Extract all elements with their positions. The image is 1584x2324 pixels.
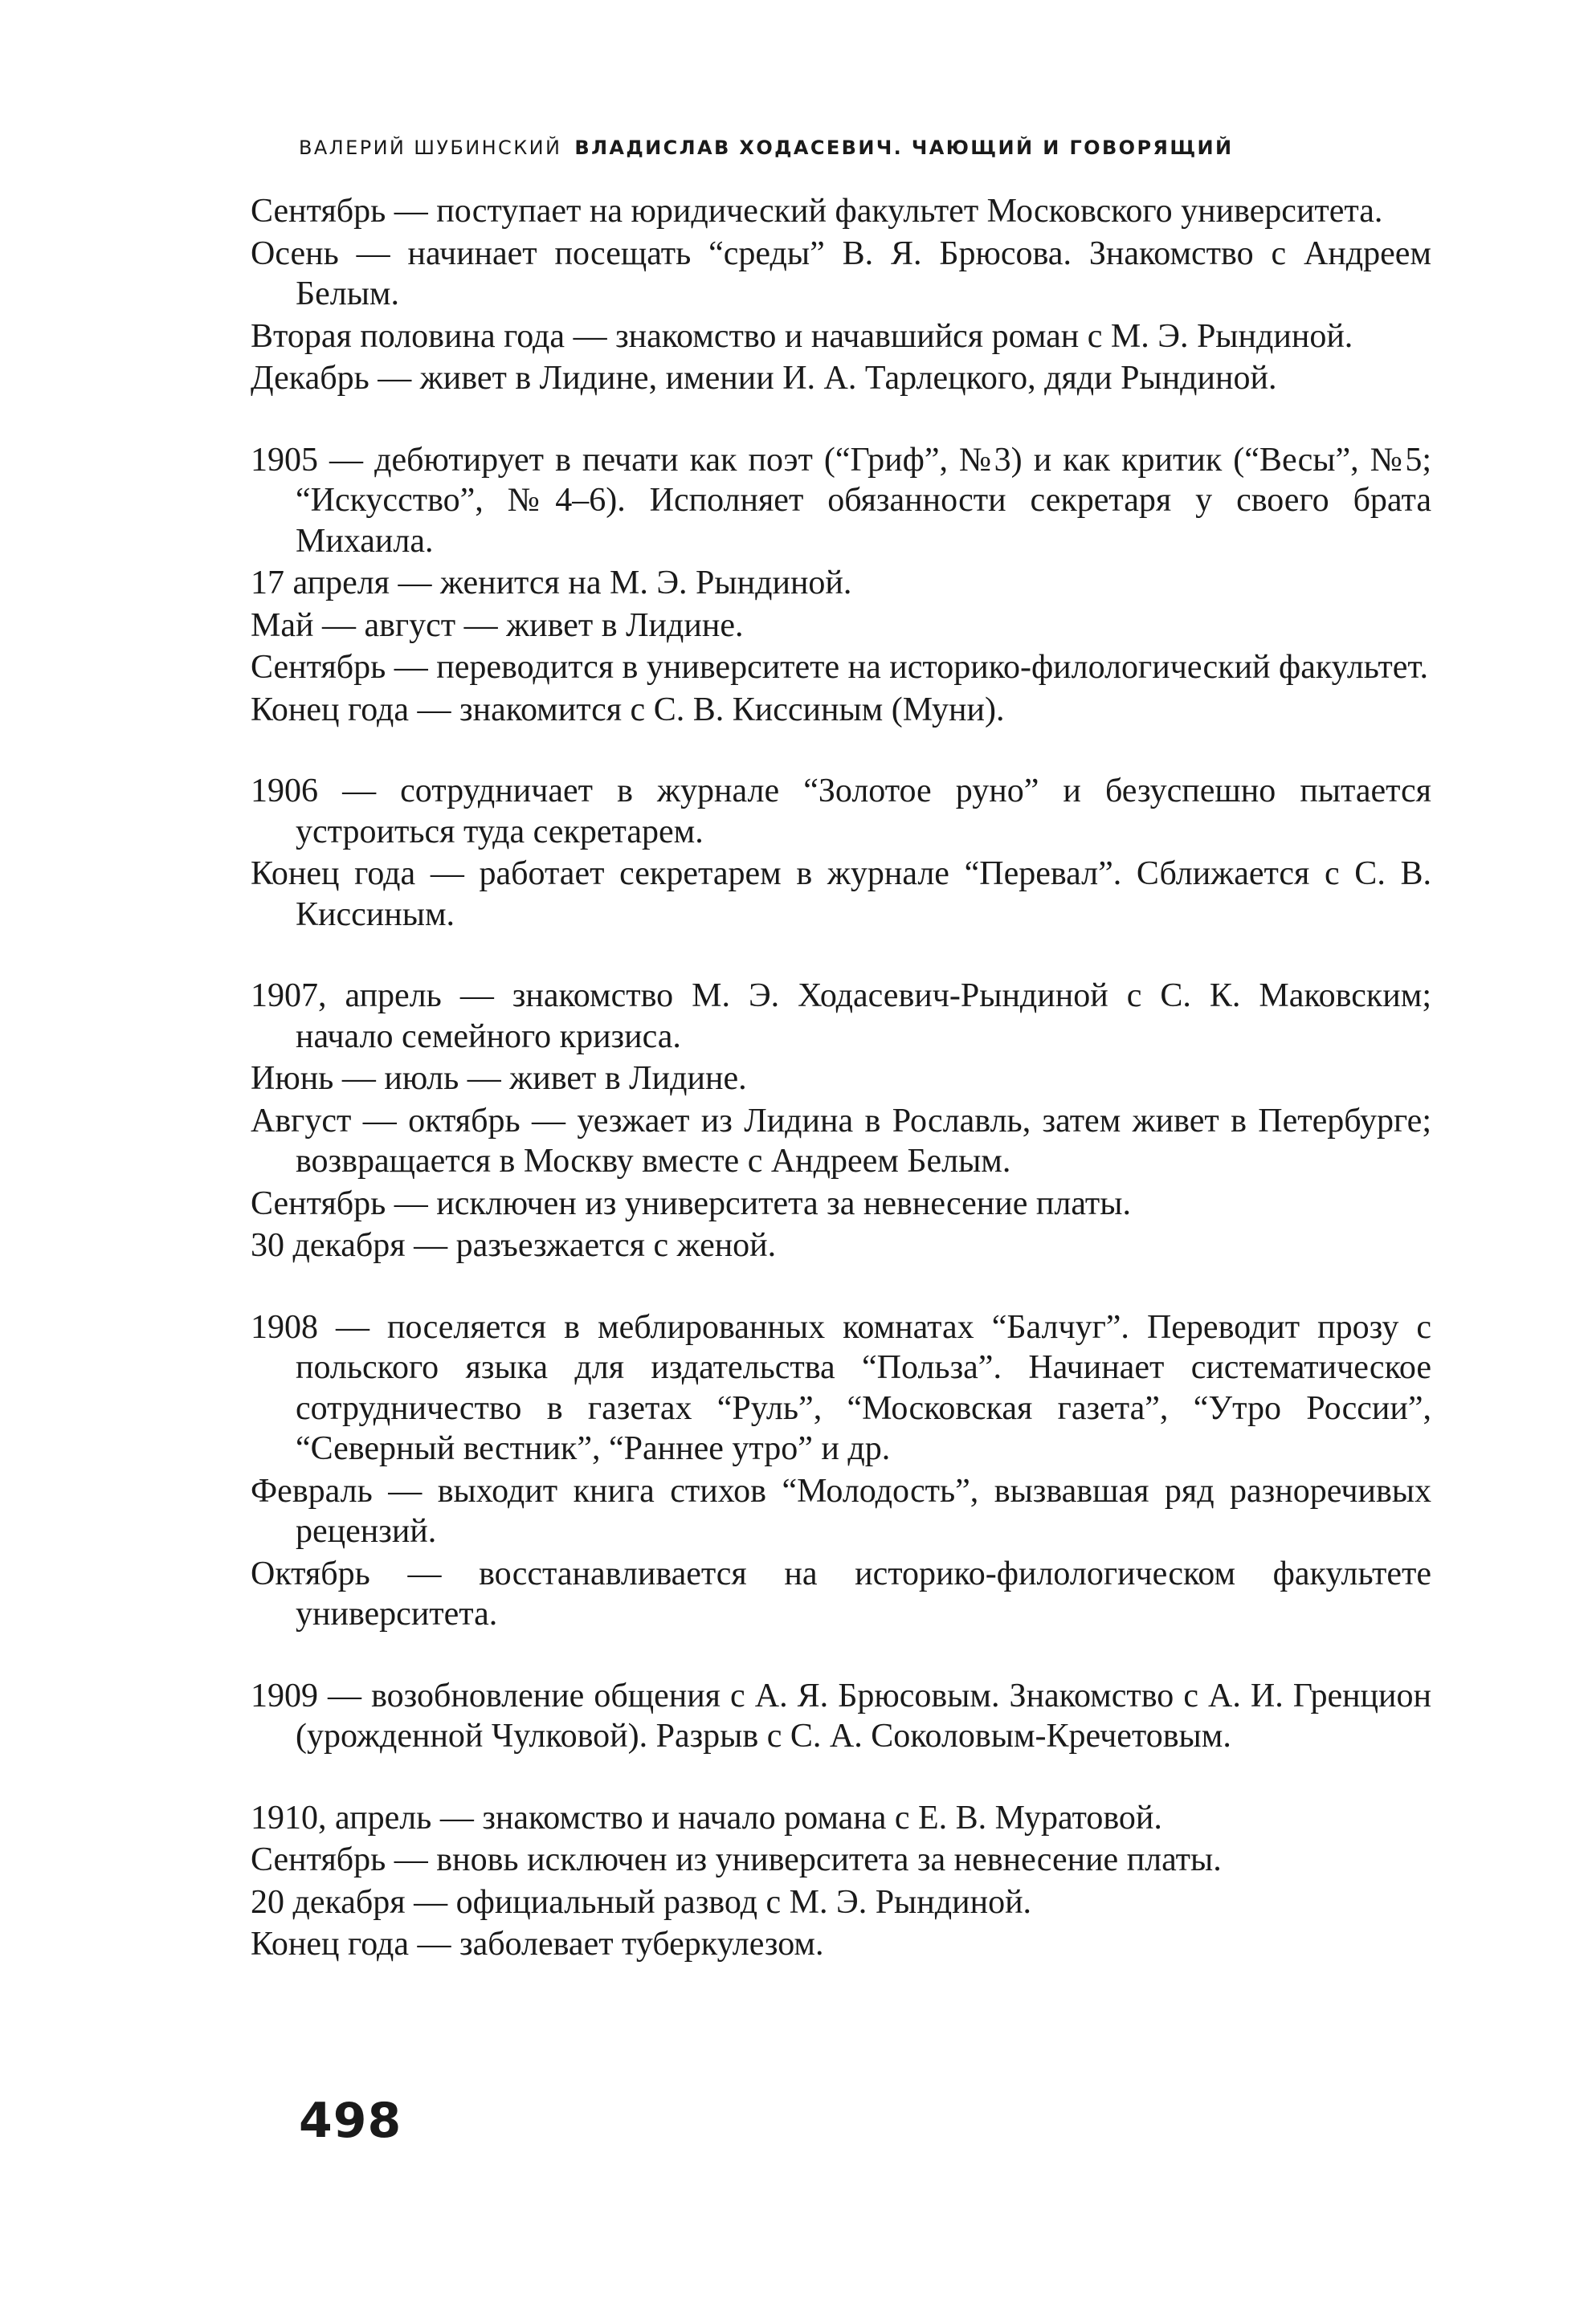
chronology-group-1905: [251, 440, 1431, 731]
chronology-entry: Сентябрь — вновь исключен из университета за невнесение платы.: [251, 1841, 1222, 1878]
chronology-entry: Август — октябрь — уезжает из Лидина в Рославль, затем живет в Петербурге; возвращается в Москву вместе с Андреем Белым.: [251, 1102, 1431, 1180]
chronology-group-1910: [251, 1798, 1431, 1965]
running-head-title: ВЛАДИСЛАВ ХОДАСЕВИЧ. ЧАЮЩИЙ И ГОВОРЯЩИЙ: [574, 137, 1234, 159]
chronology-entry: Конец года — заболевает туберкулезом.: [251, 1926, 824, 1963]
chronology-entry: Конец года — знакомится с С. В. Киссиным (Муни).: [251, 691, 1005, 728]
chronology-group-1909: [251, 1676, 1431, 1757]
chronology-entry: 1905 — дебютирует в печати как поэт (“Гриф”, №3) и как критик (“Весы”, №5; “Искусство”, №4–6). Исполняет обязанности секретаря у своего брата Михаила.: [251, 441, 1431, 560]
chronology-entry: Сентябрь — исключен из университета за невнесение платы.: [251, 1184, 1131, 1222]
chronology-entry: Февраль — выходит книга стихов “Молодость”, вызвавшая ряд разноречивых рецензий.: [251, 1472, 1431, 1550]
chronology-entry: Сентябрь — переводится в университете на историко-филологический факультет.: [251, 649, 1429, 686]
chronology-group-1907: [251, 976, 1431, 1266]
chronology-entry: 20 декабря — официальный развод с М. Э. Рындиной.: [251, 1883, 1032, 1921]
chronology-entry: Май — август — живет в Лидине.: [251, 606, 744, 644]
chronology-entry: 1908 — поселяется в меблированных комнатах “Балчуг”. Переводит прозу с польского языка для издательства “Польза”. Начинает систематическое сотрудничество в газетах “Руль”, “Московская газета”, “Утро России”, “Северный вестник”, “Раннее утро” и др.: [251, 1308, 1431, 1467]
chronology-entry: Октябрь — восстанавливается на историко-филологическом факультете университета.: [251, 1555, 1431, 1633]
chronology-entry: Конец года — работает секретарем в журнале “Перевал”. Сближается с С. В. Киссиным.: [251, 855, 1431, 933]
chronology-entry: 1906 — сотрудничает в журнале “Золотое руно” и безуспешно пытается устроиться туда секретарем.: [251, 773, 1431, 850]
chronology-entry: 1910, апрель — знакомство и начало романа с Е. В. Муратовой.: [251, 1799, 1162, 1837]
page-number: 498: [299, 2093, 402, 2149]
chronology-body: [251, 191, 1431, 2006]
running-head: [299, 137, 1234, 159]
chronology-entry: Осень — начинает посещать “среды” В. Я. Брюсова. Знакомство с Андреем Белым.: [251, 234, 1431, 312]
chronology-group-1908: [251, 1307, 1431, 1635]
chronology-entry: 1907, апрель — знакомство М. Э. Ходасевич-Рындиной с С. К. Маковским; начало семейного кризиса.: [251, 977, 1431, 1055]
chronology-entry: 30 декабря — разъезжается с женой.: [251, 1227, 777, 1264]
chronology-entry: Июнь — июль — живет в Лидине.: [251, 1060, 747, 1097]
chronology-entry: Декабрь — живет в Лидине, имении И. А. Тарлецкого, дяди Рындиной.: [251, 360, 1277, 397]
chronology-entry: 17 апреля — женится на М. Э. Рындиной.: [251, 565, 852, 601]
chronology-group-1906: [251, 771, 1431, 935]
chronology-entry: Сентябрь — поступает на юридический факультет Московского университета.: [251, 193, 1383, 230]
chronology-entry: 1909 — возобновление общения с А. Я. Брюсовым. Знакомство с А. И. Гренцион (урожденной Чулковой). Разрыв с С. А. Соколовым-Кречетовым.: [251, 1677, 1431, 1755]
running-head-author: ВАЛЕРИЙ ШУБИНСКИЙ: [299, 137, 562, 159]
chronology-group-1904: [251, 191, 1431, 399]
chronology-entry: Вторая половина года — знакомство и начавшийся роман с М. Э. Рындиной.: [251, 317, 1353, 355]
